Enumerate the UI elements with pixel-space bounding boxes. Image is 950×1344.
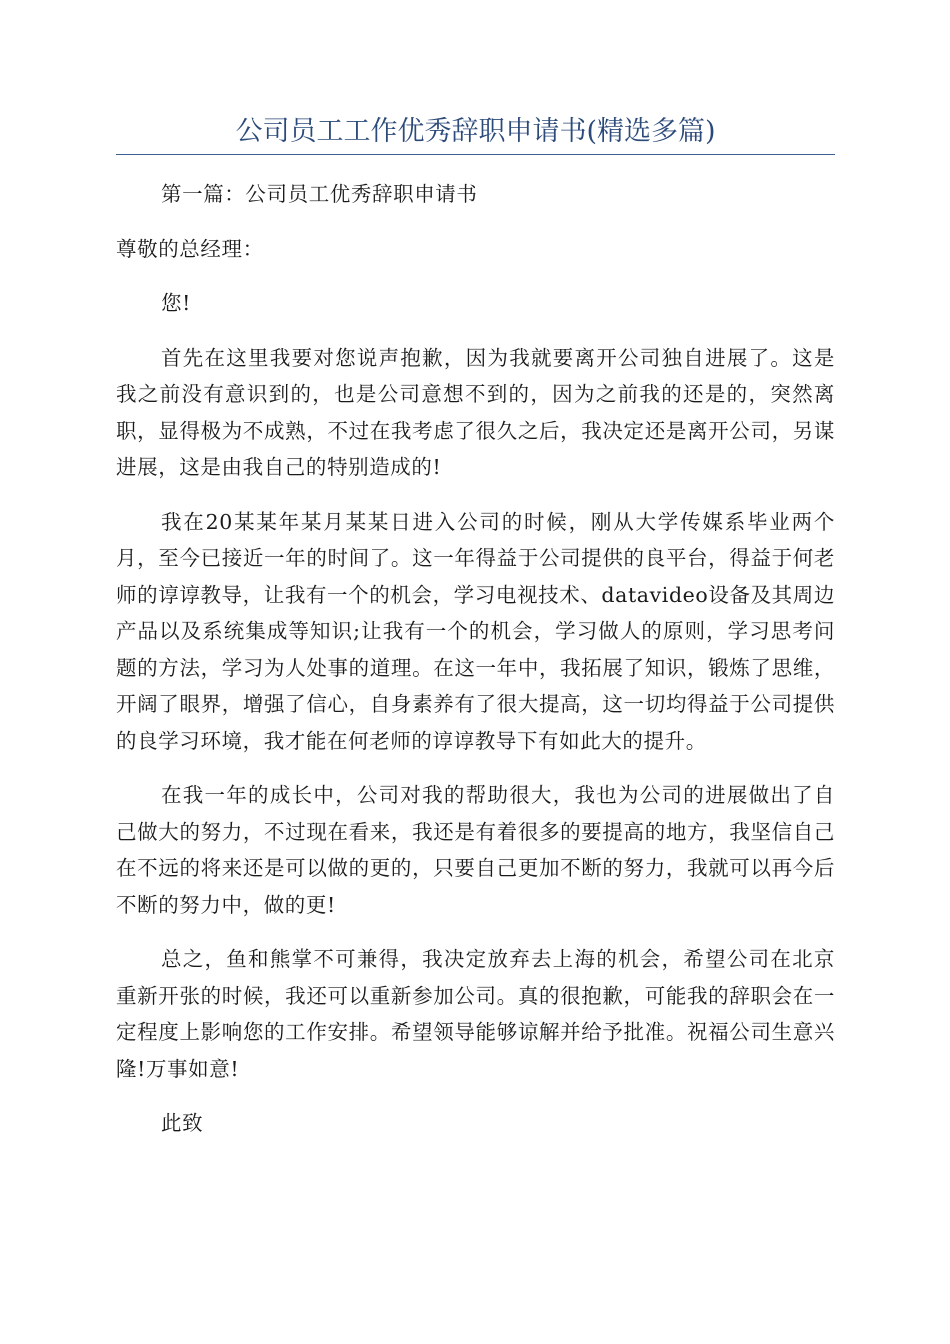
salutation: 尊敬的总经理：	[116, 236, 264, 261]
document-body	[116, 176, 835, 1160]
document-title: 公司员工工作优秀辞职申请书(精选多篇)	[235, 116, 716, 147]
body-paragraph: 首先在这里我要对您说声抱歉，因为我就要离开公司独自进展了。这是我之前没有意识到的，也是公司意想不到的，因为之前我的还是的，突然离职，显得极为不成熟，不过在我考虑了很久之后，我决定还是离开公司，另谋进展，这是由我自己的特别造成的!	[116, 345, 835, 479]
title-underline	[116, 154, 835, 155]
greeting: 您!	[161, 291, 191, 315]
body-paragraph: 我在20某某年某月某某日进入公司的时候，刚从大学传媒系毕业两个月，至今已接近一年的时间了。这一年得益于公司提供的良平台，得益于何老师的谆谆教导，让我有一个的机会，学习电视技术、datavideo设备及其周边产品以及系统集成等知识;让我有一个的机会，学习做人的原则，学习思考问题的方法，学习为人处事的道理。在这一年中，我拓展了知识，锻炼了思维，开阔了眼界，增强了信心，自身素养有了很大提高，这一切均得益于公司提供的良学习环境，我才能在何老师的谆谆教导下有如此大的提升。	[116, 509, 835, 753]
closing: 此致	[161, 1111, 204, 1135]
body-paragraph: 在我一年的成长中，公司对我的帮助很大，我也为公司的进展做出了自己做大的努力，不过现在看来，我还是有着很多的要提高的地方，我坚信自己在不远的将来还是可以做的更的，只要自己更加不断的努力，我就可以再今后不断的努力中，做的更!	[116, 783, 835, 917]
section-heading: 第一篇：公司员工优秀辞职申请书	[161, 182, 478, 206]
body-paragraph: 总之，鱼和熊掌不可兼得，我决定放弃去上海的机会，希望公司在北京重新开张的时候，我还可以重新参加公司。真的很抱歉，可能我的辞职会在一定程度上影响您的工作安排。希望领导能够谅解并给予批准。祝福公司生意兴隆!万事如意!	[116, 947, 835, 1081]
